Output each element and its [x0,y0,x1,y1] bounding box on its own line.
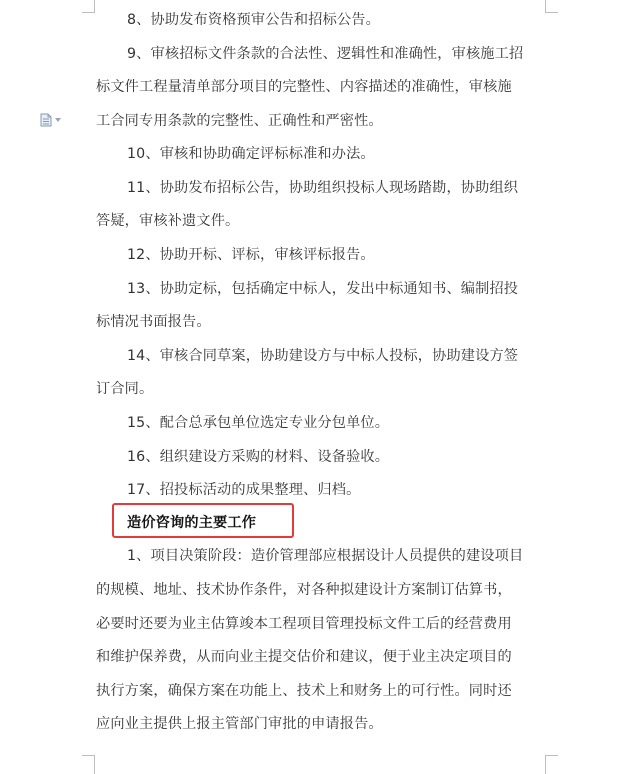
heading-highlight-box [112,503,294,538]
list-item: 11、协助发布招标公告，协助组织投标人现场踏勘，协助组织 [127,180,519,196]
list-item-continued: 答疑，审核补遗文件。 [96,213,240,229]
crop-mark-top-right [545,0,558,13]
list-item-continued: 工合同专用条款的完整性、正确性和严密性。 [96,113,383,129]
paragraph-line: 1、项目决策阶段：造价管理部应根据设计人员提供的建设项目 [127,548,524,564]
list-item: 14、审核合同草案，协助建设方与中标人投标，协助建设方签 [127,348,519,364]
paragraph-options-icon[interactable] [40,113,66,127]
list-item: 15、配合总承包单位选定专业分包单位。 [127,415,390,431]
paragraph-line: 的规模、地址、技术协作条件，对各种拟建设计方案制订估算书， [96,582,512,598]
list-item-continued: 标情况书面报告。 [96,314,211,330]
paragraph-line: 和维护保养费，从而向业主提交估价和建议，便于业主决定项目的 [96,649,512,665]
section-heading: 造价咨询的主要工作 [127,515,257,531]
chevron-down-icon [55,118,61,122]
document-icon [40,113,52,127]
list-item: 10、审核和协助确定评标标准和办法。 [127,146,375,162]
list-item-continued: 订合同。 [96,381,154,397]
list-item: 17、招投标活动的成果整理、归档。 [127,482,361,498]
list-item: 16、组织建设方采购的材料、设备验收。 [127,449,390,465]
paragraph-line: 执行方案，确保方案在功能上、技术上和财务上的可行性。同时还 [96,683,512,699]
crop-mark-top-left [82,0,95,13]
list-item-continued: 标文件工程量清单部分项目的完整性、内容描述的准确性，审核施 [96,79,512,95]
list-item: 9、审核招标文件条款的合法性、逻辑性和准确性，审核施工招 [127,46,524,62]
list-item: 13、协助定标，包括确定中标人，发出中标通知书、编制招投 [127,281,519,297]
crop-mark-bottom-right [545,755,558,774]
crop-mark-bottom-left [82,755,95,774]
list-item: 8、协助发布资格预审公告和招标公告。 [127,12,380,28]
list-item: 12、协助开标、评标，审核评标报告。 [127,247,375,263]
paragraph-line: 应向业主提供上报主管部门审批的申请报告。 [96,716,383,732]
paragraph-line: 必要时还要为业主估算竣本工程项目管理投标文件工后的经营费用 [96,616,512,632]
